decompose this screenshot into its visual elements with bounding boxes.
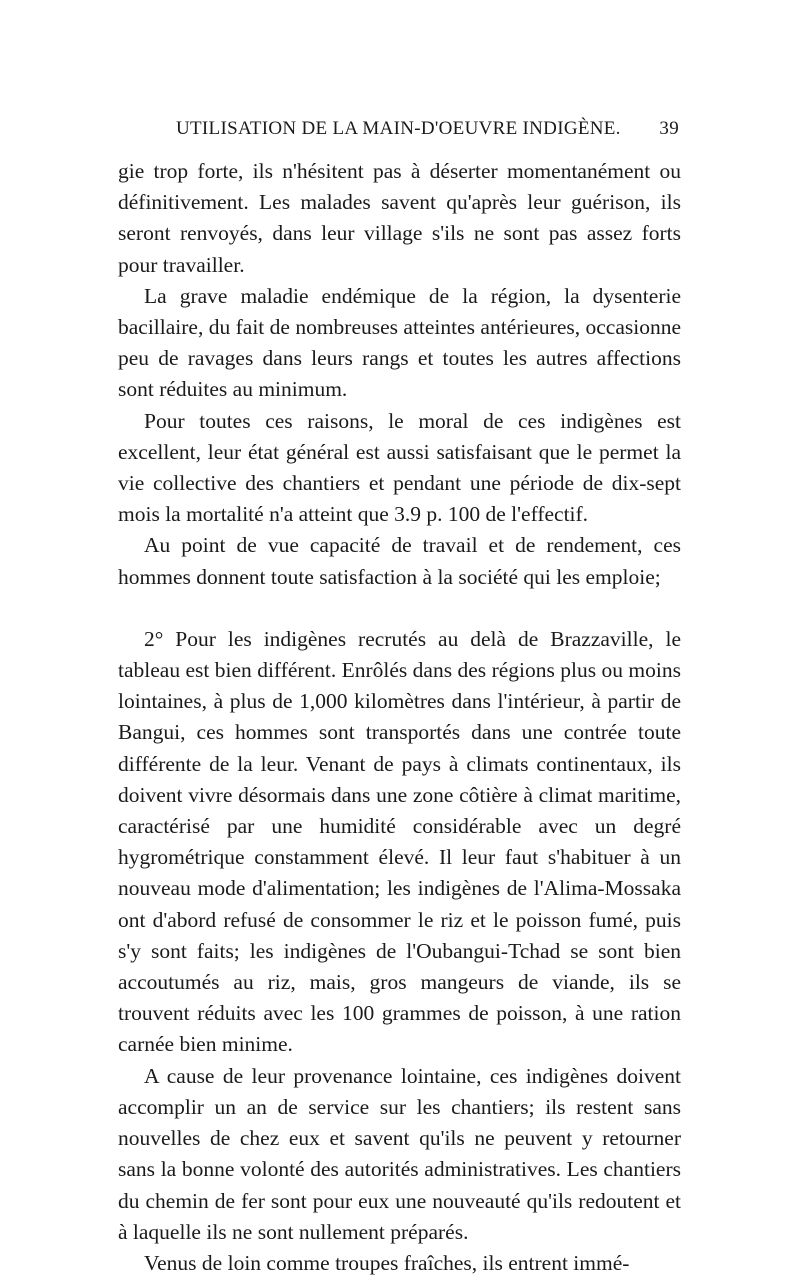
book-page	[118, 112, 681, 1279]
running-header	[118, 112, 681, 142]
paragraph-moral: Pour toutes ces raisons, le moral de ces indigènes est excellent, leur état général est aussi satisfaisant que le permet la vie collective des chantiers et pendant une période de dix-sept mois la mortalité n'a atteint que 3.9 p. 100 de l'effectif.	[118, 408, 681, 527]
body-text	[118, 156, 681, 1279]
paragraph-brazzaville: 2° Pour les indigènes recrutés au delà de Brazzaville, le tableau est bien différent. Enrôlés dans des régions plus ou moins lointaines, à plus de 1,000 kilomètres dans l'intérieur, à partir de Bangui, ces hommes sont transportés dans une contrée toute différente de la leur. Venant de pays à climats continentaux, ils doivent vivre désormais dans une zone côtière à climat maritime, caractérisé par une humidité considérable avec un degré hygrométrique constamment élevé. Il leur faut s'habituer à un nouveau mode d'alimentation; les indigènes de l'Alima-Mossaka ont d'abord refusé de consommer le riz et le poisson fumé, puis s'y sont faits; les indigènes de l'Oubangui-Tchad se sont bien accoutumés au riz, mais, gros mangeurs de viande, ils se trouvent réduits avec les 100 grammes de poisson, à une ration carnée bien minime.	[118, 626, 681, 1057]
paragraph-rendement: Au point de vue capacité de travail et de rendement, ces hommes donnent toute satisfaction à la société qui les emploie;	[118, 533, 681, 589]
paragraph-provenance: A cause de leur provenance lointaine, ces indigènes doivent accomplir un an de service sur les chantiers; ils restent sans nouvelles de chez eux et savent qu'ils ne peuvent y retourner sans la bonne volonté des autorités administratives. Les chantiers du chemin de fer sont pour eux une nouveauté qu'ils redoutent et à laquelle ils ne sont nullement préparés.	[118, 1063, 681, 1244]
paragraph-troupes-fraiches: Venus de loin comme troupes fraîches, ils entrent immé-	[144, 1250, 630, 1275]
paragraph-continuation: gie trop forte, ils n'hésitent pas à déserter momentanément ou définitivement. Les malades savent qu'après leur guérison, ils seront renvoyés, dans leur village s'ils ne sont pas assez forts pour travailler.	[118, 159, 681, 277]
running-title: UTILISATION DE LA MAIN-D'OEUVRE INDIGÈNE.	[176, 118, 621, 139]
paragraph-dysenterie: La grave maladie endémique de la région, la dysenterie bacillaire, du fait de nombreuses atteintes antérieures, occasionne peu de ravages dans leurs rangs et toutes les autres affections sont réduites au minimum.	[118, 283, 681, 402]
page-number: 39	[659, 118, 679, 139]
section-gap	[118, 593, 681, 624]
